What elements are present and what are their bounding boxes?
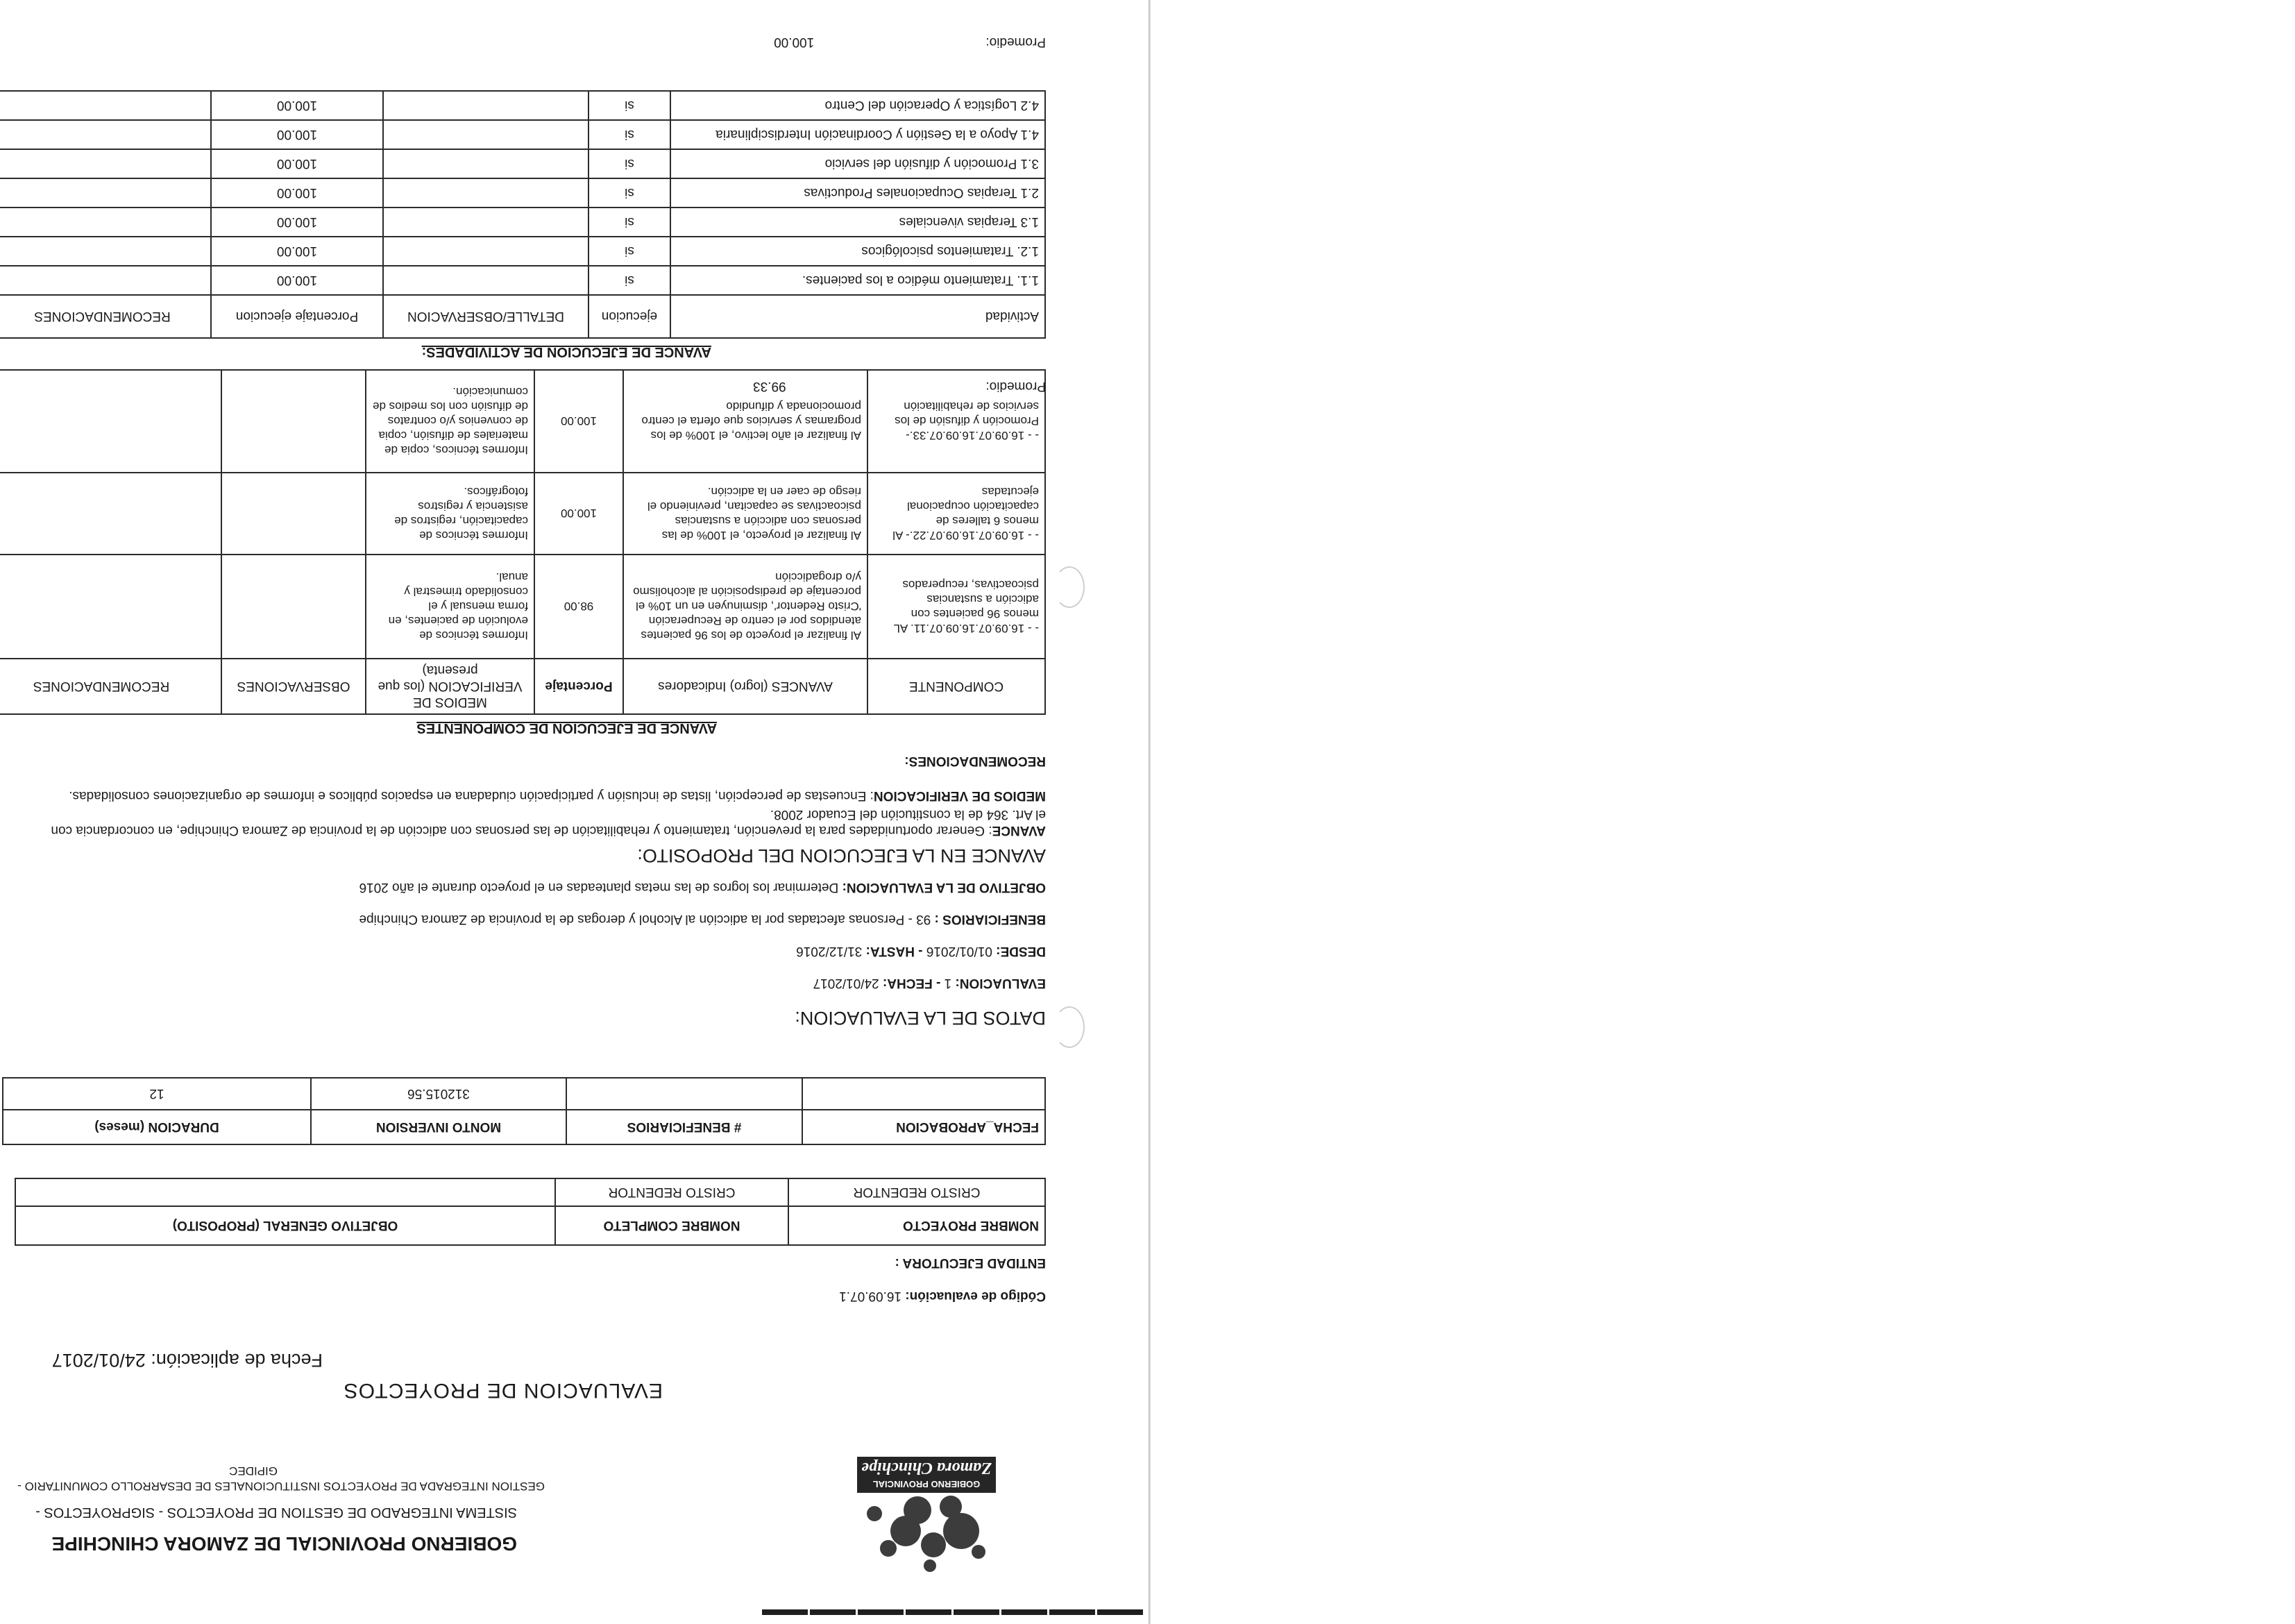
col-ejecucion: ejecucion [588, 295, 670, 338]
avance-cell: Al finalizar el proyecto de los 96 pacientes atendidos por el centro de Recuperación 'Cristo Redentor', disminuyen en un 10% el porcentaje de predisposición al alcoholismo y/o drogadicción [623, 555, 867, 659]
detalle-cell [383, 91, 588, 120]
ejecucion-cell: si [588, 120, 670, 149]
col-avances: AVANCES (logro) Indicadores [623, 659, 867, 714]
col-observaciones: OBSERVACIONES [221, 659, 366, 714]
medios-cell: Informes técnicos, copia de materiales de difusión, copia de convenios y/o contratos de difusión con los medios de comunicación. [366, 370, 534, 473]
project-figures-table [2, 1077, 1046, 1145]
actividad-cell: 1.3 Terapias vivenciales [670, 208, 1045, 237]
col-nombre-completo: NOMBRE COMPLETO [555, 1206, 788, 1245]
detalle-cell [383, 178, 588, 208]
medios-verificacion-text: MEDIOS DE VERIFICACION: Encuestas de percepción, listas de inclusión y participación ciudadana en espacios públicos e informes de organizaciones consolidadas. [69, 788, 1046, 803]
ejecucion-cell: si [588, 91, 670, 120]
punch-hole-upper [1054, 1006, 1085, 1048]
col-fecha-aprobacion: FECHA_APROBACION [802, 1110, 1045, 1144]
logo [854, 1451, 999, 1580]
blank-back-page [1152, 0, 2295, 1624]
table-row [0, 473, 1045, 555]
table-row [0, 91, 1045, 120]
page-fold-line [1149, 0, 1151, 1624]
recomendaciones-cell [0, 555, 221, 659]
system-acronym: GIPIDEC [229, 1464, 278, 1478]
table-row [0, 178, 1045, 208]
recomendaciones-cell [0, 91, 211, 120]
col-componente: COMPONENTE [867, 659, 1045, 714]
detalle-cell [383, 120, 588, 149]
recomendaciones-cell [0, 178, 211, 208]
entidad-ejecutora: ENTIDAD EJECUTORA : [895, 1255, 1046, 1270]
objetivo-general-value [15, 1178, 555, 1206]
col-porcentaje-ejecucion: Porcentaje ejecucion [211, 295, 383, 338]
nombre-completo-value: CRISTO REDENTOR [555, 1178, 788, 1206]
system-subtitle: GESTION INTEGRADA DE PROYECTOS INSTITUCIONALES DE DESARROLLO COMUNITARIO - [17, 1480, 545, 1493]
monto-inversion-value: 312015.56 [311, 1078, 566, 1110]
fecha-aplicacion: Fecha de aplicación: 24/01/2017 [51, 1350, 323, 1371]
componente-cell: - - 16.09.07.16.09.07.33.- Promoción y difusión de los servicios de rehabilitación [867, 370, 1045, 473]
recomendaciones-cell [0, 149, 211, 178]
porcentaje-cell: 100.00 [211, 149, 383, 178]
porcentaje-cell: 100.00 [534, 473, 623, 555]
beneficiarios-line: BENEFICIARIOS : 93 - Personas afectadas por la adicción al Alcohol y derogas de la provincia de Zamora Chinchipe [359, 912, 1046, 927]
nombre-proyecto-value: CRISTO REDENTOR [788, 1178, 1045, 1206]
table-row [0, 555, 1045, 659]
porcentaje-cell: 100.00 [211, 266, 383, 295]
detalle-cell [383, 149, 588, 178]
componentes-promedio: Promedio: 99.33 [753, 379, 1046, 394]
scan-marks [760, 1606, 1143, 1618]
col-medios: MEDIOS DE VERIFICACION (los que presenta) [366, 659, 534, 714]
recomendaciones-cell [0, 208, 211, 237]
page-title: EVALUACION DE PROYECTOS [343, 1379, 663, 1402]
objetivo-evaluacion-line: OBJETIVO DE LA EVALUACION: Determinar los logros de las metas planteadas en el proyecto durante el año 2016 [359, 880, 1046, 895]
system-name: SISTEMA INTEGRADO DE GESTION DE PROYECTOS - SIGPROYECTOS - [35, 1505, 517, 1520]
componentes-table [0, 369, 1046, 715]
table-row [0, 120, 1045, 149]
beneficiarios-value [566, 1078, 802, 1110]
table-row [0, 237, 1045, 266]
ejecucion-cell: si [588, 237, 670, 266]
col-actividad: Actividad [670, 295, 1045, 338]
porcentaje-cell: 100.00 [211, 208, 383, 237]
org-name: GOBIERNO PROVINCIAL DE ZAMORA CHINCHIPE [51, 1533, 517, 1555]
detalle-cell [383, 208, 588, 237]
actividades-table [0, 90, 1046, 339]
avance-proposito-title: AVANCE EN LA EJECUCION DEL PROPOSITO: [637, 845, 1046, 866]
col-nombre-proyecto: NOMBRE PROYECTO [788, 1206, 1045, 1245]
porcentaje-cell: 100.00 [211, 237, 383, 266]
actividad-cell: 1.1. Tratamiento médico a los pacientes. [670, 266, 1045, 295]
porcentaje-cell: 100.00 [211, 91, 383, 120]
col-recomendaciones-act: RECOMENDACIONES [0, 295, 211, 338]
recomendaciones-cell [0, 370, 221, 473]
porcentaje-cell: 100.00 [211, 120, 383, 149]
avance-cell: Al finalizar el año lectivo, el 100% de los programas y servicios que oferta el centro promocionada y difundido [623, 370, 867, 473]
recomendaciones-cell [0, 473, 221, 555]
actividad-cell: 4.2 Logística y Operación del Centro [670, 91, 1045, 120]
observaciones-cell [221, 473, 366, 555]
codigo-evaluacion: Código de evaluación: 16.09.07.1 [839, 1289, 1046, 1303]
detalle-cell [383, 266, 588, 295]
fecha-aprobacion-value [802, 1078, 1045, 1110]
actividad-cell: 3.1 Promoción y difusión del servicio [670, 149, 1045, 178]
col-objetivo-general: OBJETIVO GENERAL (PROPOSITO) [15, 1206, 555, 1245]
ejecucion-cell: si [588, 208, 670, 237]
observaciones-cell [221, 370, 366, 473]
ejecucion-cell: si [588, 266, 670, 295]
project-table [15, 1178, 1046, 1246]
ejecucion-cell: si [588, 178, 670, 208]
componente-cell: - - 16.09.07.16.09.07.11. AL menos 96 pacientes con adicción a sustancias psicoactivas, recuperados [867, 555, 1045, 659]
svg-text:GOBIERNO PROVINCIAL: GOBIERNO PROVINCIAL [872, 1479, 981, 1489]
porcentaje-cell: 98.00 [534, 555, 623, 659]
table-row [0, 208, 1045, 237]
col-detalle: DETALLE/OBSERVACION [383, 295, 588, 338]
componentes-title-text: AVANCE DE EJECUCION DE COMPONENTES [416, 720, 717, 736]
medios-cell: Informes técnicos de evolución de pacientes, en forma mensual y el consolidado trimestral y anual. [366, 555, 534, 659]
table-row [0, 149, 1045, 178]
datos-evaluacion-title: DATOS DE LA EVALUACION: [795, 1008, 1046, 1029]
col-beneficiarios: # BENEFICIARIOS [566, 1110, 802, 1144]
medios-cell: Informes técnicos de capacitación, registros de asistencia y registros fotográficos. [366, 473, 534, 555]
actividad-cell: 1.2. Tratamientos psicológicos [670, 237, 1045, 266]
col-recomendaciones: RECOMENDACIONES [0, 659, 221, 714]
recomendaciones-cell [0, 120, 211, 149]
svg-text:Zamora Chinchipe: Zamora Chinchipe [861, 1459, 992, 1477]
porcentaje-cell: 100.00 [534, 370, 623, 473]
periodo-line: DESDE: 01/01/2016 - HASTA: 31/12/2016 [796, 944, 1046, 958]
col-monto-inversion: MONTO INVERSION [311, 1110, 566, 1144]
recomendaciones-label: RECOMENDACIONES: [904, 754, 1046, 768]
observaciones-cell [221, 555, 366, 659]
actividades-promedio: Promedio: 100.00 [774, 35, 1046, 49]
actividad-cell: 2.1 Terapias Ocupacionales Productivas [670, 178, 1045, 208]
col-duracion: DURACION (meses) [3, 1110, 311, 1144]
detalle-cell [383, 237, 588, 266]
duracion-value: 12 [3, 1078, 311, 1110]
actividades-title: AVANCE DE EJECUCION DE ACTIVIDADES: [421, 344, 711, 360]
avance-proposito-text: AVANCE: Generar oportunidades para la prevención, tratamiento y rehabilitación de las personas con adicción de la provincia de Zamora Chinchipe, en concordancia con el Art. 364 de la constitución del Ecuador 2008. [51, 807, 1046, 838]
componente-cell: - - 16.09.07.16.09.07.22.- Al menos 6 talleres de capacitación ocupacional ejecutadas [867, 473, 1045, 555]
avance-cell: Al finalizar el proyecto, el 100% de las personas con adicción a sustancias psicoactivas se capacitan, previniendo el riesgo de caer en la adicción. [623, 473, 867, 555]
actividad-cell: 4.1 Apoyo a la Gestión y Coordinación Interdisciplinaria [670, 120, 1045, 149]
porcentaje-cell: 100.00 [211, 178, 383, 208]
punch-hole-lower [1054, 566, 1085, 608]
recomendaciones-cell [0, 237, 211, 266]
recomendaciones-cell [0, 266, 211, 295]
table-row [0, 266, 1045, 295]
col-porcentaje: Porcentaje [534, 659, 623, 714]
evaluacion-line: EVALUACION: 1 - FECHA: 24/01/2017 [813, 976, 1046, 990]
ejecucion-cell: si [588, 149, 670, 178]
